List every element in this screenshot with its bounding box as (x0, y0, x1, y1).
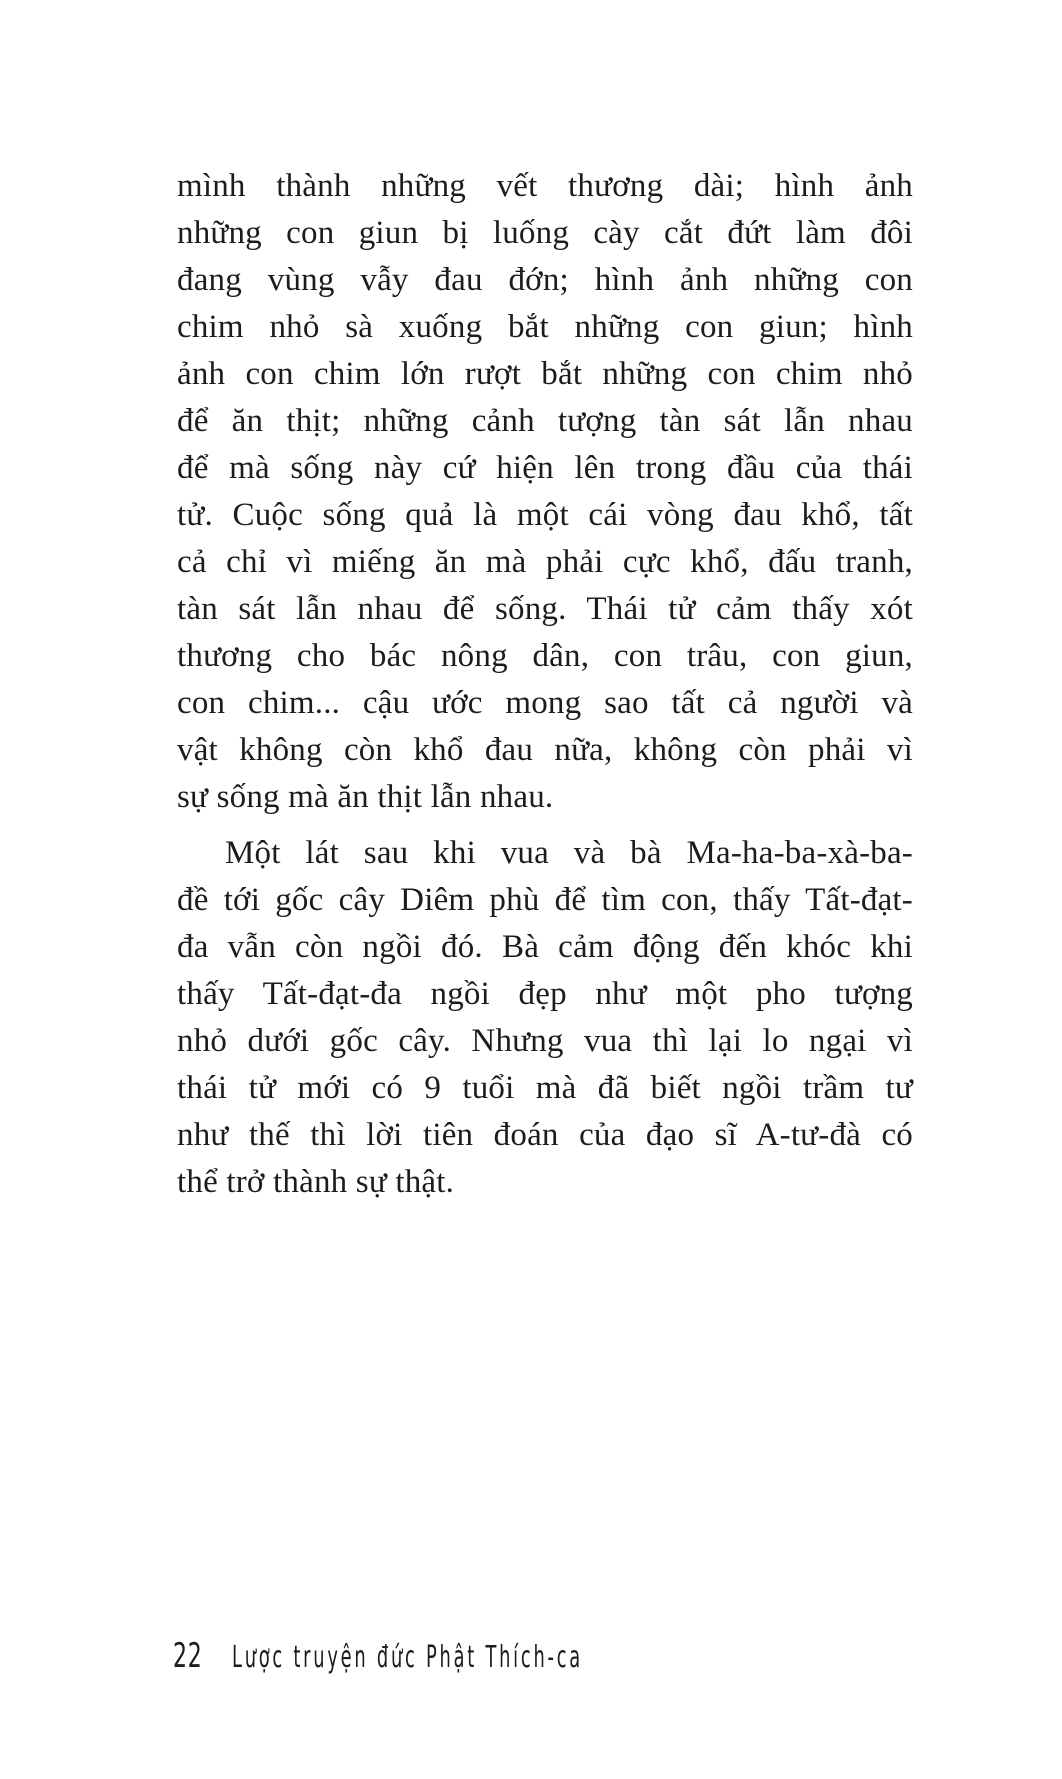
paragraph-1 (177, 163, 913, 821)
text-line: để mà sống này cứ hiện lên trong đầu của thái (177, 450, 913, 486)
text-line: những con giun bị luống cày cắt đứt làm đôi (177, 215, 913, 251)
text-line: mình thành những vết thương dài; hình ảnh (177, 168, 913, 204)
text-line: thái tử mới có 9 tuổi mà đã biết ngồi trầm tư (177, 1070, 913, 1106)
text-line: thấy Tất-đạt-đa ngồi đẹp như một pho tượng (177, 976, 913, 1012)
text-line: chim nhỏ sà xuống bắt những con giun; hình (177, 309, 913, 345)
body-text (177, 163, 913, 1206)
text-line: tử. Cuộc sống quả là một cái vòng đau khổ, tất (177, 497, 913, 533)
text-line: cả chỉ vì miếng ăn mà phải cực khổ, đấu tranh, (177, 544, 913, 580)
text-line: đa vẫn còn ngồi đó. Bà cảm động đến khóc khi (177, 929, 913, 965)
text-line: vật không còn khổ đau nữa, không còn phải vì (177, 732, 913, 768)
text-line: Một lát sau khi vua và bà Ma-ha-ba-xà-ba- (225, 835, 913, 871)
text-line: ảnh con chim lớn rượt bắt những con chim nhỏ (177, 356, 913, 392)
text-line: tàn sát lẫn nhau để sống. Thái tử cảm thấy xót (177, 591, 913, 627)
text-line: thể trở thành sự thật. (177, 1164, 455, 1200)
running-title: Lược truyện đức Phật Thích-ca (232, 1640, 583, 1675)
paragraph-2 (177, 830, 913, 1206)
text-line: đề tới gốc cây Diêm phù để tìm con, thấy Tất-đạt- (177, 882, 913, 918)
text-line: sự sống mà ăn thịt lẫn nhau. (177, 779, 554, 815)
page-footer (173, 1636, 764, 1676)
page-number: 22 (173, 1636, 203, 1676)
text-line: con chim... cậu ước mong sao tất cả người và (177, 685, 913, 721)
text-line: đang vùng vẫy đau đớn; hình ảnh những con (177, 262, 913, 298)
text-line: để ăn thịt; những cảnh tượng tàn sát lẫn nhau (177, 403, 913, 439)
text-line: như thế thì lời tiên đoán của đạo sĩ A-tư-đà có (177, 1117, 913, 1153)
text-line: nhỏ dưới gốc cây. Nhưng vua thì lại lo ngại vì (177, 1023, 913, 1059)
text-line: thương cho bác nông dân, con trâu, con giun, (177, 638, 913, 674)
